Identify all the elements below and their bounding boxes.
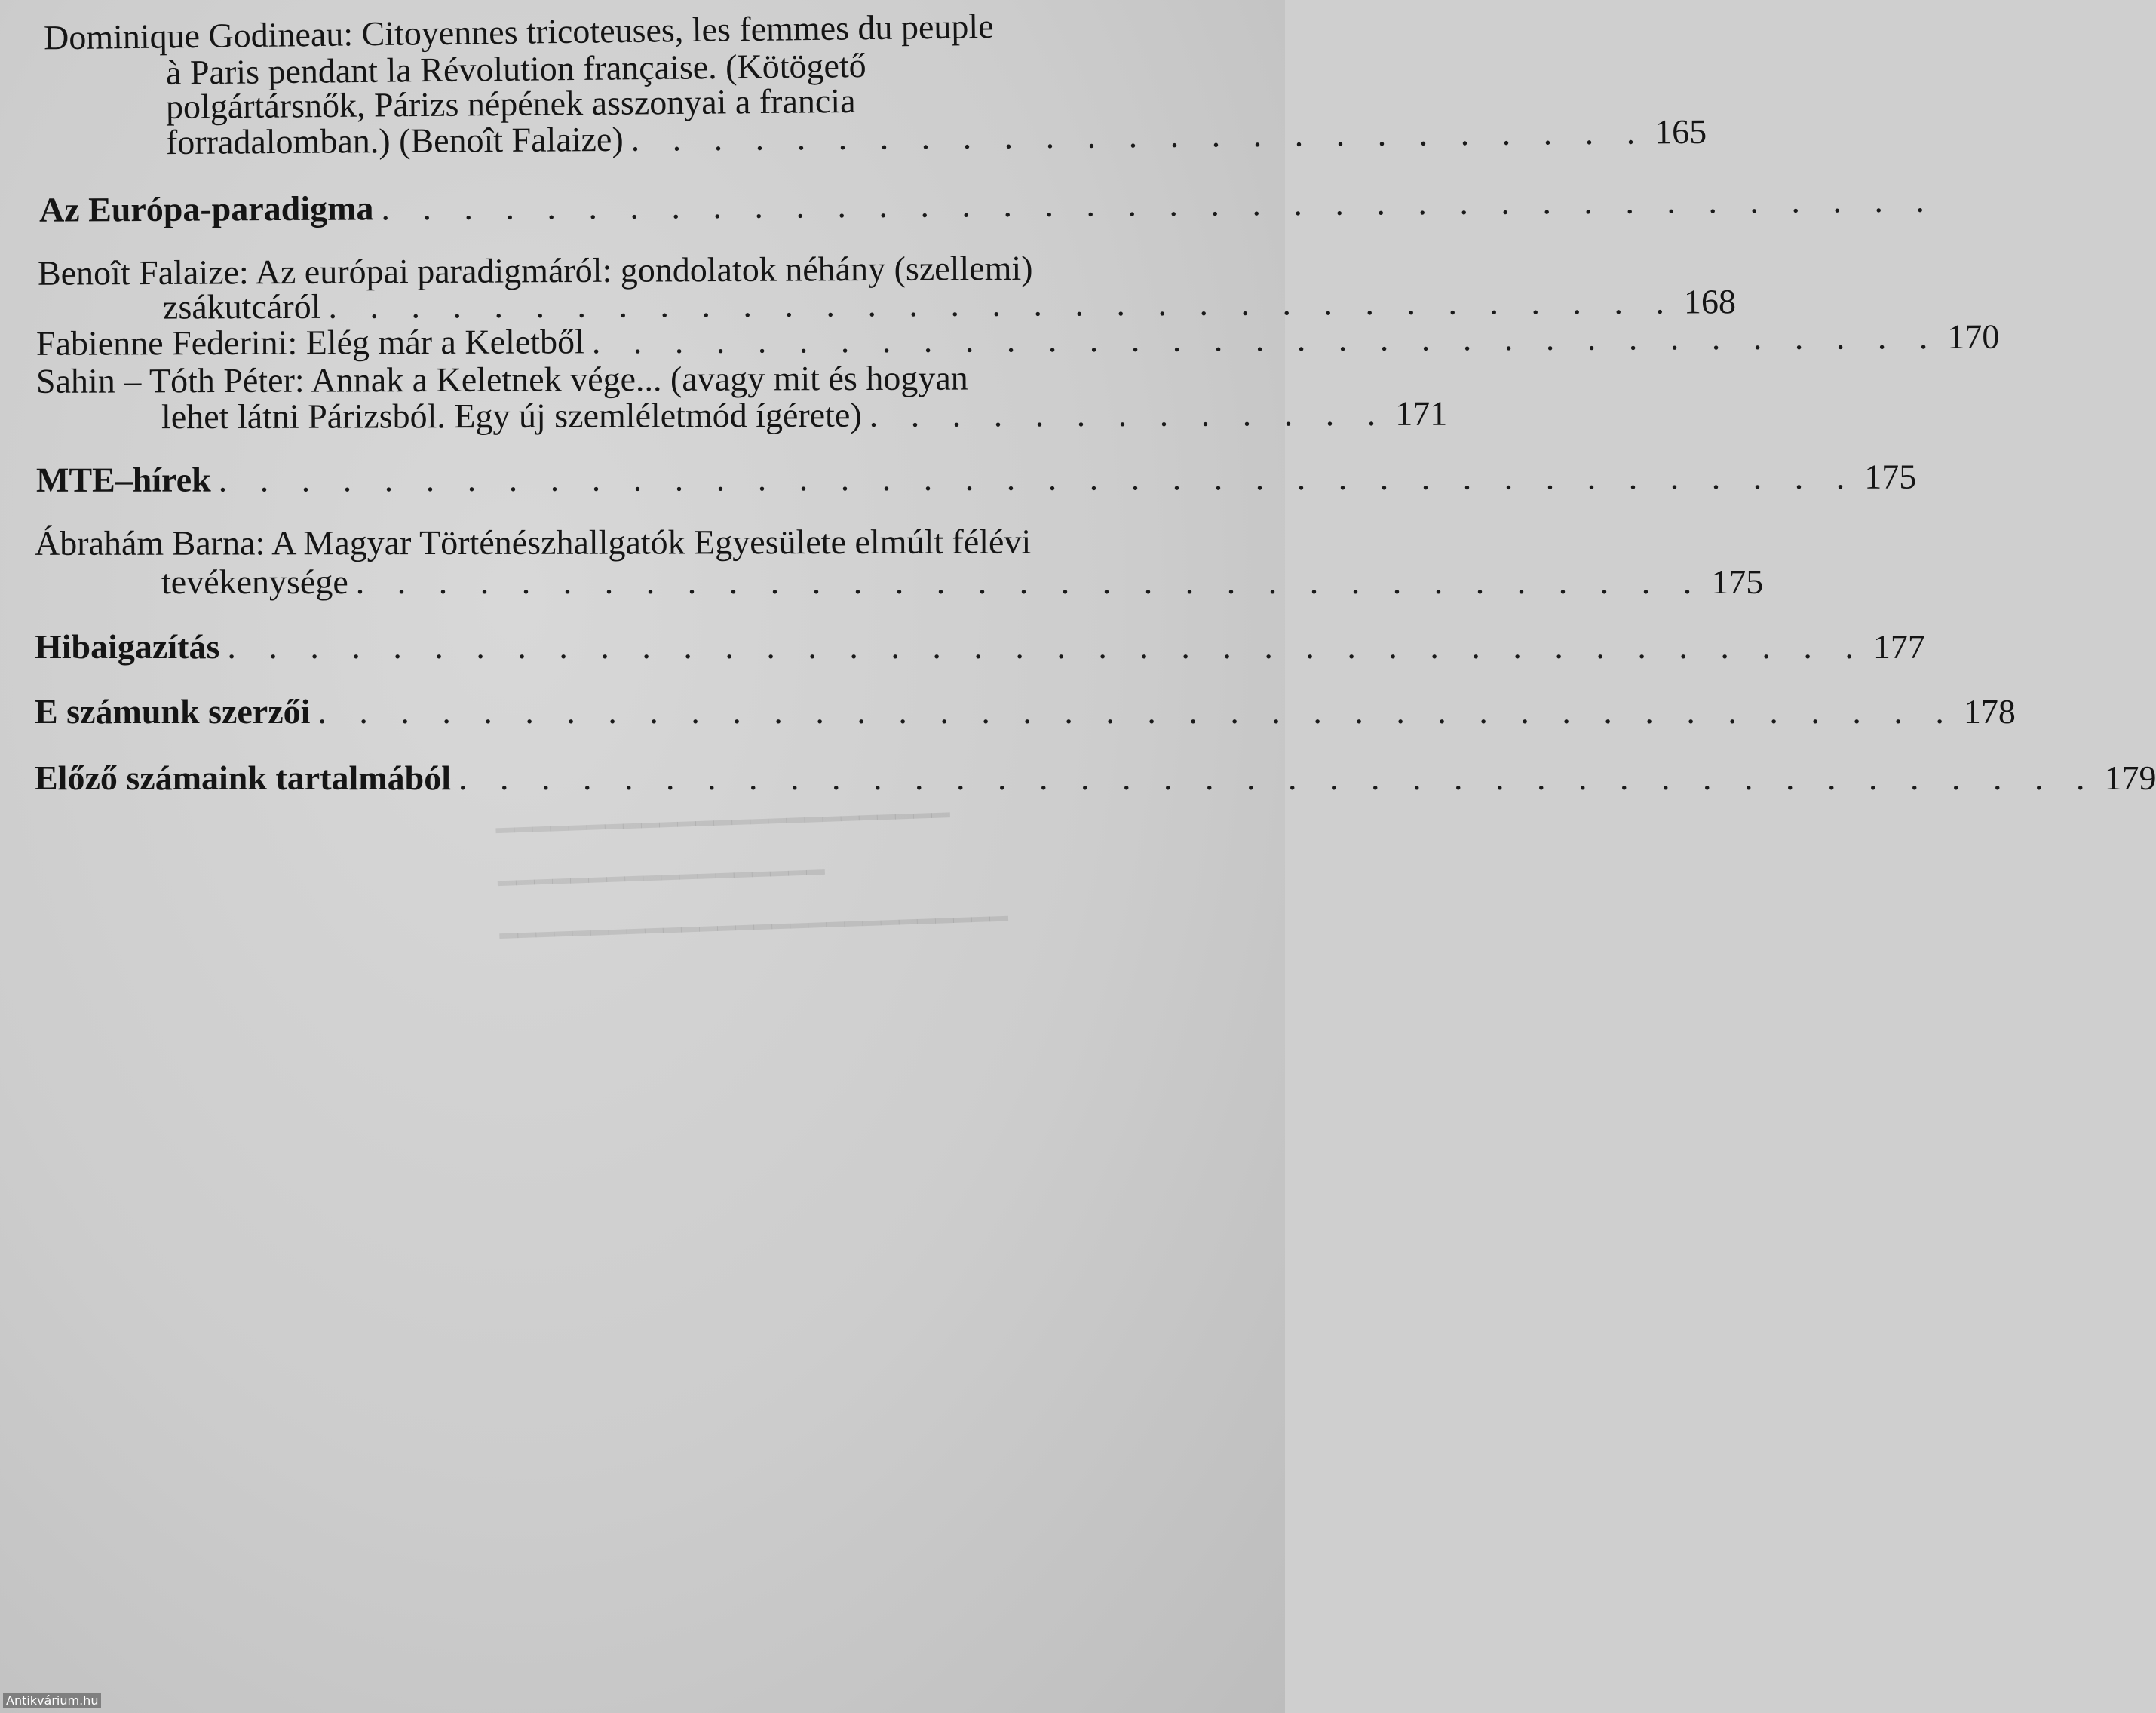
- toc-line: [35, 689, 2016, 734]
- section-heading: MTE–hírek: [35, 460, 211, 499]
- page-number: 171: [1395, 394, 1448, 433]
- toc-entry-text: tevékenysége: [161, 562, 348, 601]
- dot-leader: . . . . . . . . . . . . . . . . . . . . . . . . .: [630, 112, 1648, 158]
- toc-entry-text: Benoît Falaize: Az európai paradigmáról: gondolatok néhány (szellemi): [37, 248, 1033, 293]
- page-number: 179: [2104, 758, 2156, 797]
- dot-leader: . . . . . . . . . . . . . . . . . . . . . . . . . . . . . . . . . . . . . . . .: [227, 627, 1866, 666]
- toc-entry-text: Dominique Godineau: Citoyennes tricoteuses, les femmes du peuple: [43, 7, 994, 57]
- toc-entry-text: Sahin – Tóth Péter: Annak a Keletnek vége... (avagy mit és hogyan: [35, 358, 968, 400]
- page-number: 177: [1872, 627, 1925, 666]
- section-heading: E számunk szerzői: [35, 692, 311, 731]
- toc-entry-text: polgártársnők, Párizs népének asszonyai a francia: [165, 81, 856, 126]
- toc-line: [35, 456, 1917, 503]
- section-heading: Az Európa-paradigma: [38, 188, 374, 229]
- section-heading: Hibaigazítás: [35, 627, 220, 666]
- toc-line: [35, 624, 1925, 670]
- dot-leader: . . . . . . . . . . . . . . . . . . . . . . . . . . . . . . . . .: [591, 317, 1940, 361]
- show-through-text: ━━━━━━━━━━━━━━━━━━━━━━━━━ ━━━━━━━━━━━━━━━━━━ ━━━━━━━━━━━━━━━━━━━━━━━━━━━━: [495, 798, 1009, 954]
- toc-entry-text: Ábrahám Barna: A Magyar Történészhallgatók Egyesülete elmúlt félévi: [34, 522, 1032, 562]
- page-number: 165: [1654, 112, 1707, 152]
- toc-line: [38, 180, 1937, 232]
- dot-leader: . . . . . . . . . . . . . . . . . . . . . . . . . . . . . . . . . . . . . . . .: [458, 758, 2097, 797]
- page-number: 175: [1864, 457, 1917, 496]
- toc-entry-text: forradalomban.) (Benoît Falaize): [165, 119, 624, 162]
- dot-leader: . . . . . . . . . . . . . . . . . . . . . . . . . . . . . . . . .: [355, 562, 1704, 601]
- page-number: 178: [1963, 692, 2016, 731]
- section-heading: Előző számaink tartalmából: [35, 758, 451, 797]
- dot-leader: . . . . . . . . . . . . . . . . . . . . . . . . . . . . . . . . . . . . . . . .: [317, 692, 1956, 731]
- toc-entry-text: zsákutcáról: [162, 287, 321, 326]
- toc-line: [161, 559, 1764, 605]
- dot-leader: . . . . . . . . . . . . .: [869, 394, 1388, 434]
- toc-entry-text: Fabienne Federini: Elég már a Keletből: [35, 322, 584, 363]
- page-number: 168: [1683, 282, 1737, 321]
- toc-line: [165, 112, 1707, 165]
- watermark: Antikvárium.hu: [3, 1693, 101, 1708]
- toc-line: [161, 393, 1448, 440]
- dot-leader: . . . . . . . . . . . . . . . . . . . . . . . . . . . . . . . . . . . . . . . .: [218, 457, 1857, 499]
- dot-leader: . . . . . . . . . . . . . . . . . . . . . . . . . . . . . . . . .: [328, 282, 1677, 326]
- toc-line: [35, 755, 2156, 801]
- dot-leader: . . . . . . . . . . . . . . . . . . . . . . . . . . . . . . . . . . . . . .: [381, 180, 1937, 228]
- page-number: 170: [1947, 317, 2000, 357]
- toc-entry-text: à Paris pendant la Révolution française. (Kötögető: [165, 45, 866, 92]
- toc-entry-text: lehet látni Párizsból. Egy új szemléletmód ígérete): [161, 395, 862, 437]
- page-number: 175: [1711, 562, 1764, 601]
